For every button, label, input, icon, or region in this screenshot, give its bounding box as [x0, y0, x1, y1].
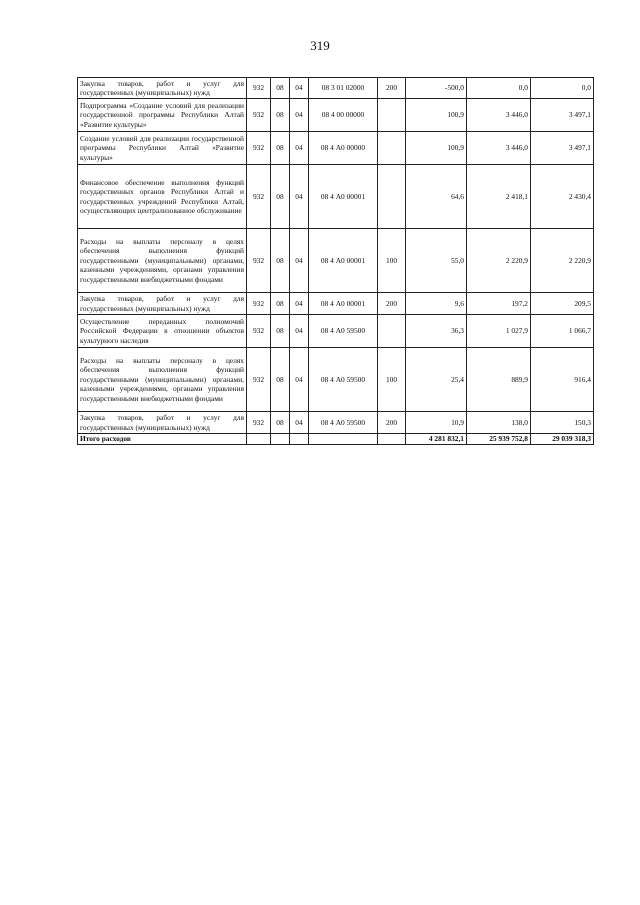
cell-subsection: 04 — [290, 165, 309, 229]
cell-expense-type: 200 — [378, 293, 406, 315]
cell-name: Закупка товаров, работ и услуг для государственных (муниципальных) нужд — [78, 412, 247, 434]
cell-grbs: 932 — [247, 229, 271, 293]
cell-amount-1: 100,9 — [406, 99, 467, 132]
cell-expense-type: 200 — [378, 412, 406, 434]
cell-subsection: 04 — [290, 229, 309, 293]
cell-amount-1: 36,3 — [406, 315, 467, 348]
cell-amount-3: 916,4 — [531, 348, 594, 412]
cell-amount-1: 64,6 — [406, 165, 467, 229]
cell-amount-2: 2 220,9 — [467, 229, 531, 293]
cell-expense-type: 100 — [378, 229, 406, 293]
page-number: 319 — [310, 38, 330, 53]
total-empty — [309, 434, 378, 445]
cell-amount-2: 2 418,1 — [467, 165, 531, 229]
table-row — [78, 229, 594, 293]
table-row — [78, 99, 594, 132]
cell-grbs: 932 — [247, 165, 271, 229]
cell-amount-2: 889,9 — [467, 348, 531, 412]
cell-grbs: 932 — [247, 412, 271, 434]
cell-name: Создание условий для реализации государственной программы Республики Алтай «Развитие культуры» — [78, 132, 247, 165]
cell-amount-1: 25,4 — [406, 348, 467, 412]
cell-expense-type — [378, 315, 406, 348]
table-row — [78, 165, 594, 229]
cell-grbs: 932 — [247, 348, 271, 412]
cell-target-article: 08 4 А0 59500 — [309, 348, 378, 412]
cell-subsection: 04 — [290, 412, 309, 434]
cell-amount-2: 0,0 — [467, 78, 531, 99]
cell-amount-3: 0,0 — [531, 78, 594, 99]
cell-amount-3: 3 497,1 — [531, 132, 594, 165]
total-empty — [247, 434, 271, 445]
table-row — [78, 412, 594, 434]
cell-grbs: 932 — [247, 99, 271, 132]
cell-name: Закупка товаров, работ и услуг для государственных (муниципальных) нужд — [78, 293, 247, 315]
cell-target-article: 08 4 А0 00001 — [309, 293, 378, 315]
cell-subsection: 04 — [290, 99, 309, 132]
table-row — [78, 348, 594, 412]
table-body — [78, 78, 594, 445]
cell-section: 08 — [271, 293, 290, 315]
cell-grbs: 932 — [247, 293, 271, 315]
cell-target-article: 08 4 А0 00000 — [309, 132, 378, 165]
cell-target-article: 08 4 А0 59500 — [309, 315, 378, 348]
cell-amount-1: -500,0 — [406, 78, 467, 99]
cell-section: 08 — [271, 78, 290, 99]
total-empty — [378, 434, 406, 445]
cell-name: Расходы на выплаты персоналу в целях обеспечения выполнения функций государственными (муниципальными) органами, казенными учреждениями, органами управления государственными внебюджетными фондами — [78, 229, 247, 293]
cell-grbs: 932 — [247, 315, 271, 348]
cell-amount-3: 2 220,9 — [531, 229, 594, 293]
cell-target-article: 08 4 А0 59500 — [309, 412, 378, 434]
total-row — [78, 434, 594, 445]
cell-amount-3: 209,5 — [531, 293, 594, 315]
cell-amount-2: 138,0 — [467, 412, 531, 434]
cell-name: Подпрограмма «Создание условий для реализации государственной программы Республики Алтай «Развитие культуры» — [78, 99, 247, 132]
table-row — [78, 132, 594, 165]
cell-target-article: 08 3 01 02000 — [309, 78, 378, 99]
cell-amount-1: 9,6 — [406, 293, 467, 315]
cell-name: Финансовое обеспечение выполнения функций государственных органов Республики Алтай и государственных учреждений Республики Алтай, осуществляющих централизованное обслуживание — [78, 165, 247, 229]
total-amount-1: 4 281 832,1 — [406, 434, 467, 445]
cell-name: Расходы на выплаты персоналу в целях обеспечения выполнения функций государственными (муниципальными) органами, казенными учреждениями, органами управления государственными внебюджетными фондами — [78, 348, 247, 412]
expenditure-table — [77, 77, 594, 445]
cell-section: 08 — [271, 132, 290, 165]
cell-amount-3: 2 430,4 — [531, 165, 594, 229]
cell-section: 08 — [271, 315, 290, 348]
total-empty — [290, 434, 309, 445]
total-amount-2: 25 939 752,8 — [467, 434, 531, 445]
total-label: Итого расходов — [78, 434, 247, 445]
cell-section: 08 — [271, 412, 290, 434]
table-row — [78, 315, 594, 348]
cell-name: Закупка товаров, работ и услуг для государственных (муниципальных) нужд — [78, 78, 247, 99]
cell-amount-1: 10,9 — [406, 412, 467, 434]
cell-grbs: 932 — [247, 132, 271, 165]
cell-section: 08 — [271, 165, 290, 229]
total-empty — [271, 434, 290, 445]
cell-amount-3: 1 066,7 — [531, 315, 594, 348]
cell-amount-2: 3 446,0 — [467, 99, 531, 132]
cell-expense-type: 100 — [378, 348, 406, 412]
cell-subsection: 04 — [290, 315, 309, 348]
cell-section: 08 — [271, 348, 290, 412]
cell-expense-type — [378, 99, 406, 132]
cell-target-article: 08 4 00 00000 — [309, 99, 378, 132]
table-row — [78, 78, 594, 99]
cell-amount-1: 55,0 — [406, 229, 467, 293]
cell-target-article: 08 4 А0 00001 — [309, 165, 378, 229]
cell-subsection: 04 — [290, 78, 309, 99]
cell-section: 08 — [271, 99, 290, 132]
cell-subsection: 04 — [290, 132, 309, 165]
cell-expense-type — [378, 132, 406, 165]
cell-subsection: 04 — [290, 348, 309, 412]
cell-name: Осуществление переданных полномочий Российской Федерации в отношении объектов культурного наследия — [78, 315, 247, 348]
table-row — [78, 293, 594, 315]
cell-expense-type: 200 — [378, 78, 406, 99]
cell-amount-2: 197,2 — [467, 293, 531, 315]
cell-amount-2: 1 027,9 — [467, 315, 531, 348]
cell-subsection: 04 — [290, 293, 309, 315]
total-amount-3: 29 039 318,3 — [531, 434, 594, 445]
cell-section: 08 — [271, 229, 290, 293]
cell-amount-2: 3 446,0 — [467, 132, 531, 165]
cell-amount-3: 3 497,1 — [531, 99, 594, 132]
cell-target-article: 08 4 А0 00001 — [309, 229, 378, 293]
cell-amount-3: 150,3 — [531, 412, 594, 434]
cell-expense-type — [378, 165, 406, 229]
cell-amount-1: 100,9 — [406, 132, 467, 165]
cell-grbs: 932 — [247, 78, 271, 99]
